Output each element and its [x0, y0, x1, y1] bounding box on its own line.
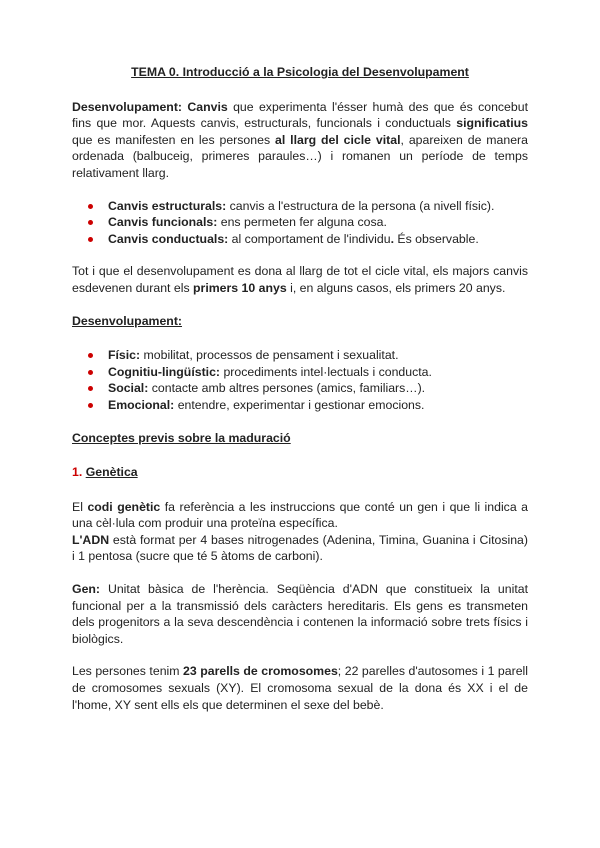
- item-text: mobilitat, processos de pensament i sexualitat.: [140, 348, 399, 363]
- item-text: contacte amb altres persones (amics, familiars…).: [148, 381, 426, 396]
- item-bold: Canvis conductuals:: [108, 231, 229, 246]
- adn-text: està format per 4 bases nitrogenades (Adenina, Timina, Guanina i Citosina) i 1 pentosa (sucre que té 5 àtoms de carboni).: [72, 532, 528, 564]
- item-text: ens permeten fer alguna cosa.: [217, 215, 387, 230]
- lifecycle-bold: primers 10 anys: [193, 280, 287, 295]
- intro-bold-3: al llarg del cicle vital: [275, 132, 401, 147]
- item-bold: Canvis funcionals:: [108, 215, 218, 230]
- codi-text-2: fa referència a les instruccions que conté un gen i que li indica a una cèl·lula com produir una proteïna específica.: [72, 499, 529, 531]
- chrom-text-2: ; 22 parelles d'autosomes i 1 parell de cromosomes sexuals (XY). El cromosoma sexual de la dona és XX i el de l'home, XY sent ells els que determinen el sexe del bebè.: [72, 664, 529, 712]
- development-list: [72, 347, 528, 413]
- bullet-icon: [88, 204, 93, 209]
- gen-text: Unitat bàsica de l'herència. Seqüència d'ADN que constitueix la unitat funcional per a la transmissió dels caràcters hereditaris. Els gens es transmeten dels progenitors a la seva descendència i contenen la informació sobre trets físics i biològics.: [72, 582, 528, 646]
- list-item: [72, 364, 528, 381]
- codi-bold: codi genètic: [87, 499, 161, 514]
- document-content: [72, 64, 528, 729]
- development-heading: Desenvolupament:: [72, 313, 183, 328]
- list-item: [72, 214, 528, 231]
- list-item: [72, 380, 528, 397]
- item-bold: .: [390, 231, 394, 246]
- intro-paragraph: [72, 99, 528, 182]
- list-item: [72, 231, 528, 248]
- chromosomes-paragraph: [72, 663, 528, 713]
- item-bold: Físic:: [108, 348, 141, 363]
- chrom-text-1: Les persones tenim: [72, 664, 184, 679]
- gen-bold: Gen:: [72, 582, 101, 597]
- item-text: procediments intel·lectuals i conducta.: [220, 364, 432, 379]
- changes-list: [72, 198, 528, 248]
- genetic-code-paragraph: [72, 499, 528, 532]
- list-item: [72, 198, 528, 215]
- intro-bold-1: Desenvolupament: Canvis: [72, 99, 228, 114]
- item-bold: Cognitiu-lingüístic:: [108, 364, 221, 379]
- item-text: canvis a l'estructura de la persona (a nivell físic).: [226, 198, 495, 213]
- gene-paragraph: [72, 581, 528, 647]
- document-title: TEMA 0. Introducció a la Psicologia del Desenvolupament: [131, 65, 469, 79]
- concepts-heading: Conceptes previs sobre la maduració: [72, 430, 291, 445]
- bullet-icon: [88, 353, 93, 358]
- bullet-icon: [88, 220, 93, 225]
- intro-text-3: , apareixen de manera ordenada (balbuceig, primeres paraules…) i romanen un període de temps relativament llarg.: [72, 132, 528, 180]
- bullet-icon: [88, 370, 93, 375]
- list-item: [72, 347, 528, 364]
- adn-bold: L'ADN: [72, 532, 110, 547]
- item-text: entendre, experimentar i gestionar emocions.: [174, 397, 425, 412]
- item-text: És observable.: [393, 231, 479, 246]
- lifecycle-paragraph: [72, 263, 528, 296]
- lifecycle-text-2: i, en alguns casos, els primers 20 anys.: [286, 280, 506, 295]
- list-item: [72, 397, 528, 414]
- intro-text-1: que experimenta l'ésser humà des que és concebut fins que mor. Aquests canvis, estructurals, funcionals i conductuals: [72, 99, 528, 131]
- codi-text-1: El: [72, 499, 88, 514]
- intro-bold-2: significatius: [456, 116, 528, 131]
- section-number: 1.: [72, 465, 83, 480]
- item-bold: Emocional:: [108, 397, 175, 412]
- chrom-bold: 23 parells de cromosomes: [183, 664, 338, 679]
- dna-paragraph: [72, 532, 528, 565]
- bullet-icon: [88, 386, 93, 391]
- section-label: Genètica: [85, 465, 138, 480]
- item-bold: Social:: [108, 381, 149, 396]
- lifecycle-text-1: Tot i que el desenvolupament es dona al llarg de tot el cicle vital, els majors canvis esdevenen durant els: [72, 264, 528, 295]
- section-heading-genetics: [72, 464, 528, 481]
- intro-text-2: que es manifesten en les persones: [72, 132, 275, 147]
- bullet-icon: [88, 237, 93, 242]
- item-bold: Canvis estructurals:: [108, 198, 227, 213]
- bullet-icon: [88, 403, 93, 408]
- item-text: al comportament de l'individu: [228, 231, 391, 246]
